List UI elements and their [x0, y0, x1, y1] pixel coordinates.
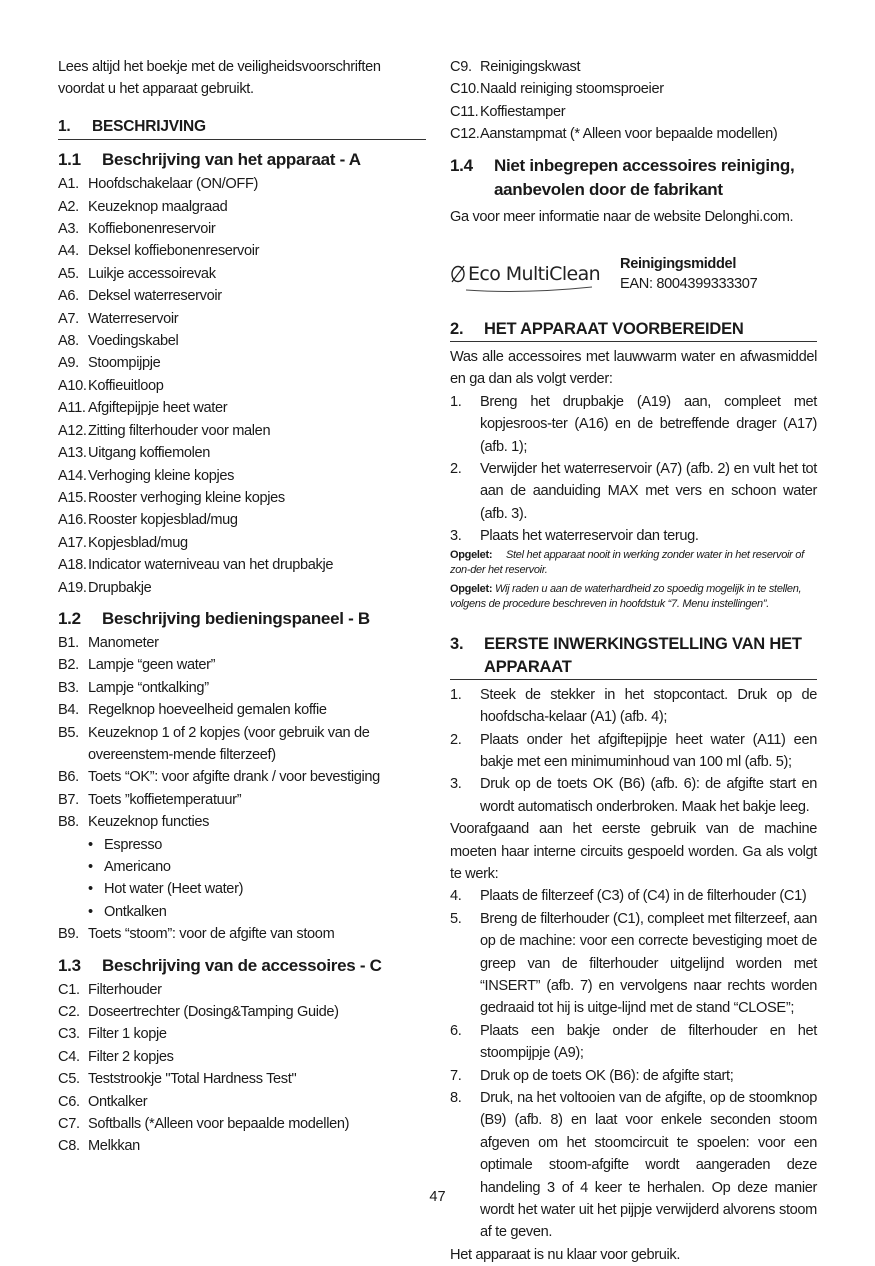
- item-key: A6.: [58, 288, 79, 305]
- item-key: C4.: [58, 1048, 80, 1065]
- step-item: [450, 684, 817, 729]
- step-item: [450, 773, 817, 818]
- list-item: [58, 1046, 426, 1068]
- bullet-icon: •: [88, 881, 93, 898]
- item-key: C6.: [58, 1093, 80, 1110]
- item-text: Filter 1 kopje: [88, 1026, 167, 1043]
- item-text: Koffiestamper: [480, 103, 566, 120]
- item-text: Deksel koffiebonenreservoir: [88, 243, 260, 260]
- item-text: Verhoging kleine kopjes: [88, 467, 235, 484]
- item-key: C2.: [58, 1004, 80, 1021]
- item-key: A10.: [58, 377, 87, 394]
- item-key: B9.: [58, 926, 79, 943]
- accessories-list-continued: [450, 56, 817, 146]
- item-text: Koffiebonenreservoir: [88, 221, 216, 238]
- bullet-icon: •: [88, 903, 93, 920]
- step-item: [450, 525, 817, 547]
- item-key: B6.: [58, 769, 79, 786]
- item-text: Rooster kopjesblad/mug: [88, 512, 238, 529]
- intro-text: Lees altijd het boekje met de veiligheidsvoorschriften voordat u het apparaat gebruikt.: [58, 59, 381, 98]
- list-item: [58, 1068, 426, 1090]
- item-key: A5.: [58, 265, 79, 282]
- list-item: [58, 285, 426, 307]
- list-item: [58, 196, 426, 218]
- item-key: A4.: [58, 243, 79, 260]
- bullet-text: Hot water (Heet water): [104, 881, 244, 898]
- item-key: B7.: [58, 791, 79, 808]
- list-item: [58, 330, 426, 352]
- item-text: Kopjesblad/mug: [88, 534, 188, 551]
- bullet-item: [58, 856, 426, 878]
- note-label: Opgelet:: [450, 548, 493, 561]
- item-text: Breng het drupbakje (A19) aan, compleet met kopjesroos-ter (A16) en de betreffende drager (A17) (afb. 1);: [480, 393, 817, 455]
- list-item: [58, 487, 426, 509]
- item-text: Filterhouder: [88, 981, 162, 998]
- accessories-list: [58, 979, 426, 1158]
- step-item: [450, 908, 817, 1020]
- item-key: 8.: [450, 1090, 462, 1106]
- list-item: [58, 577, 426, 599]
- item-key: A16.: [58, 512, 87, 529]
- list-item: [58, 923, 426, 945]
- section-1-3-heading: [58, 954, 426, 977]
- section-2-intro: Was alle accessoires met lauwwarm water en afwasmiddel en ga dan als volgt verder:: [450, 349, 817, 388]
- item-key: A9.: [58, 355, 79, 372]
- section-number: 1.2: [58, 608, 81, 628]
- section-number: 1.4: [450, 155, 473, 175]
- item-text: Plaats het waterreservoir dan terug.: [480, 528, 699, 545]
- item-text: Melkkan: [88, 1138, 140, 1155]
- item-text: Keuzeknop maalgraad: [88, 198, 228, 215]
- first-use-steps: [450, 684, 817, 818]
- ready-text: Het apparaat is nu klaar voor gebruik.: [450, 1246, 681, 1263]
- section-1-heading: [58, 116, 426, 140]
- item-key: B5.: [58, 724, 79, 741]
- item-text: Toets ”koffietemperatuur”: [88, 791, 242, 808]
- section-3-heading: [450, 633, 817, 680]
- item-text: Filter 2 kopjes: [88, 1048, 174, 1065]
- list-item: [58, 632, 426, 654]
- list-item: [450, 101, 817, 123]
- item-key: 1.: [450, 686, 462, 703]
- list-item: [58, 1091, 426, 1113]
- item-key: 3.: [450, 776, 462, 793]
- product-details: [620, 254, 757, 294]
- item-text: Aanstampmat (* Alleen voor bepaalde modellen): [480, 126, 778, 143]
- item-key: B1.: [58, 634, 79, 651]
- item-key: B2.: [58, 657, 79, 674]
- item-key: A18.: [58, 557, 87, 574]
- item-text: Toets “OK”: voor afgifte drank / voor bevestiging: [88, 769, 380, 786]
- page-number: 47: [429, 1189, 446, 1205]
- section-3-text: Voorafgaand aan het eerste gebruik van de machine moeten haar interne circuits gespoeld worden. Ga als volgt te werk:: [450, 821, 817, 882]
- leaf-icon: [450, 265, 466, 283]
- item-key: A7.: [58, 310, 79, 327]
- item-text: Softballs (*Alleen voor bepaalde modellen): [88, 1116, 350, 1133]
- item-text: Keuzeknop 1 of 2 kopjes (voor gebruik van de overeenstem-mende filterzeef): [88, 724, 370, 763]
- list-item: [58, 677, 426, 699]
- list-item: [58, 1001, 426, 1023]
- section-title: Beschrijving van de accessoires - C: [102, 955, 382, 975]
- item-key: 6.: [450, 1022, 462, 1039]
- bullet-text: Espresso: [104, 836, 163, 853]
- list-item: [58, 766, 426, 788]
- item-text: Regelknop hoeveelheid gemalen koffie: [88, 702, 327, 719]
- right-column: [450, 56, 817, 1266]
- list-item: [58, 979, 426, 1001]
- item-text: Indicator waterniveau van het drupbakje: [88, 557, 334, 574]
- step-item: [450, 1020, 817, 1065]
- list-item: [58, 173, 426, 195]
- list-item: [450, 56, 817, 78]
- item-key: A14.: [58, 467, 87, 484]
- item-key: 1.: [450, 393, 462, 410]
- item-text: Manometer: [88, 634, 159, 651]
- item-key: C12.: [450, 126, 480, 143]
- section-title: BESCHRIJVING: [92, 117, 206, 135]
- section-title: EERSTE INWERKINGSTELLING VAN HET APPARAAT: [484, 634, 802, 676]
- section-2-heading: [450, 318, 817, 342]
- item-text: Luikje accessoirevak: [88, 265, 216, 282]
- list-item: [58, 375, 426, 397]
- step-item: [450, 729, 817, 774]
- item-key: 5.: [450, 910, 462, 927]
- list-item: [58, 532, 426, 554]
- item-text: Lampje “geen water”: [88, 657, 216, 674]
- section-title: Beschrijving bedieningspaneel - B: [102, 608, 370, 628]
- logo-swoosh: [464, 285, 594, 293]
- item-key: B3.: [58, 679, 79, 696]
- item-text: Teststrookje "Total Hardness Test": [88, 1071, 297, 1088]
- item-text: Druk op de toets OK (B6) (afb. 6): de afgifte start en wordt automatisch onderbroken. Maak het bakje leeg.: [480, 776, 817, 815]
- item-text: Zitting filterhouder voor malen: [88, 422, 271, 439]
- section-1-1-heading: [58, 148, 426, 171]
- item-key: A1.: [58, 176, 79, 193]
- item-key: A15.: [58, 489, 87, 506]
- list-item: [58, 218, 426, 240]
- item-text: Waterreservoir: [88, 310, 179, 327]
- bullet-item: [58, 878, 426, 900]
- product-recommendation: [450, 254, 817, 294]
- item-text: Steek de stekker in het stopcontact. Druk op de hoofdscha-kelaar (A1) (afb. 4);: [480, 686, 817, 726]
- product-name: Reinigingsmiddel: [620, 256, 737, 273]
- item-key: A8.: [58, 333, 79, 350]
- list-item: [450, 123, 817, 145]
- step-item: [450, 458, 817, 525]
- eco-multiclean-logo: [450, 263, 620, 285]
- list-item: [58, 308, 426, 330]
- item-key: C3.: [58, 1026, 80, 1043]
- section-title: Niet inbegrepen accessoires reiniging, aanbevolen door de fabrikant: [494, 155, 795, 199]
- section-title: Beschrijving van het apparaat - A: [102, 150, 361, 170]
- item-text: Keuzeknop functies: [88, 814, 210, 831]
- item-text: Koffieuitloop: [88, 377, 164, 394]
- list-item: [58, 442, 426, 464]
- product-ean: EAN: 8004399333307: [620, 276, 758, 293]
- step-item: [450, 885, 817, 907]
- list-item: [58, 420, 426, 442]
- section-title: HET APPARAAT VOORBEREIDEN: [484, 320, 744, 339]
- item-text: Rooster verhoging kleine kopjes: [88, 489, 285, 506]
- list-item: [58, 263, 426, 285]
- item-key: 7.: [450, 1067, 462, 1084]
- bullet-icon: •: [88, 859, 93, 875]
- device-parts-list: [58, 173, 426, 599]
- item-text: Naald reiniging stoomsproeier: [480, 81, 664, 98]
- bullet-icon: •: [88, 836, 93, 853]
- list-item: [58, 240, 426, 262]
- item-key: A11.: [58, 400, 86, 417]
- list-item: [58, 811, 426, 833]
- item-text: Uitgang koffiemolen: [88, 445, 211, 462]
- step-item: [450, 1087, 817, 1244]
- item-key: C7.: [58, 1116, 80, 1133]
- step-item: [450, 1065, 817, 1087]
- step-item: [450, 391, 817, 458]
- item-key: 4.: [450, 888, 462, 905]
- warning-note-1: [450, 548, 817, 579]
- warning-note-2: [450, 582, 817, 613]
- item-key: A19.: [58, 579, 87, 596]
- list-item: [58, 789, 426, 811]
- list-item: [58, 722, 426, 767]
- list-item: [58, 352, 426, 374]
- list-item: [58, 699, 426, 721]
- logo-wordmark: Eco MultiClean: [468, 262, 601, 285]
- section-number: 2.: [450, 320, 464, 339]
- item-text: Plaats een bakje onder de filterhouder en het stoompijpje (A9);: [480, 1022, 817, 1062]
- item-text: Stoompijpje: [88, 355, 161, 372]
- bullet-item: [58, 901, 426, 923]
- list-item: [58, 397, 426, 419]
- item-key: 2.: [450, 731, 462, 748]
- item-text: Doseertrechter (Dosing&Tamping Guide): [88, 1004, 339, 1021]
- bullet-text: Americano: [104, 859, 171, 875]
- item-text: Plaats de filterzeef (C3) of (C4) in de filterhouder (C1): [480, 888, 807, 905]
- note-text: Stel het apparaat nooit in werking zonder water in het reservoir of zon-der het reservoir.: [450, 548, 804, 577]
- note-text: Wij raden u aan de waterhardheid zo spoedig mogelijk in te stellen, volgens de procedure beschreven in hoofdstuk “7. Menu instellingen”.: [450, 582, 802, 611]
- list-item: [450, 78, 817, 100]
- item-text: Hoofdschakelaar (ON/OFF): [88, 176, 259, 193]
- list-item: [58, 654, 426, 676]
- section-number: 1.3: [58, 955, 81, 975]
- item-text: Reinigingskwast: [480, 59, 581, 75]
- item-text: Druk, na het voltooien van de afgifte, op de stoomknop (B9) (afb. 8) en laat voor enkele seconden stoom afgeven om het stoomcircuit te spoelen: voor een optimale stoom-afgifte wordt aangeraden deze handeling 3 of 4 keer te herhalen. Op deze manier wordt het water uit het pijpje verwijderd alvorens stoom af te geven.: [480, 1090, 817, 1241]
- section-1-4-heading: [450, 154, 817, 202]
- item-text: Toets “stoom”: voor de afgifte van stoom: [88, 926, 335, 943]
- item-key: C11.: [450, 103, 479, 120]
- list-item: [58, 1023, 426, 1045]
- item-key: C9.: [450, 59, 472, 75]
- section-1-2-heading: [58, 607, 426, 630]
- item-key: A13.: [58, 445, 87, 462]
- item-text: Drupbakje: [88, 579, 152, 596]
- list-item: [58, 554, 426, 576]
- item-text: Deksel waterreservoir: [88, 288, 222, 305]
- item-text: Breng de filterhouder (C1), compleet met filterzeef, aan op de machine: voor een correcte bevestiging moet de greep van de filterhouder uitgelijnd worden met “INSERT” (afb. 7) en vervolgens naar rechts worden gedraaid tot hij is uitge-lijnd met de stand “CLOSE”;: [480, 910, 817, 1017]
- item-text: Voedingskabel: [88, 333, 179, 350]
- item-key: 2.: [450, 461, 462, 478]
- item-key: A3.: [58, 221, 79, 238]
- item-text: Druk op de toets OK (B6): de afgifte start;: [480, 1067, 734, 1084]
- section-number: 1.: [58, 117, 71, 135]
- item-text: Verwijder het waterreservoir (A7) (afb. 2) en vult het tot aan de aanduiding MAX met vers en schoon water (afb. 3).: [480, 461, 817, 522]
- website-info: Ga voor meer informatie naar de website Delonghi.com.: [450, 208, 794, 225]
- preparation-steps: [450, 391, 817, 548]
- item-key: A2.: [58, 198, 79, 215]
- list-item: [58, 465, 426, 487]
- bullet-item: [58, 834, 426, 856]
- item-key: A17.: [58, 534, 87, 551]
- item-key: B4.: [58, 702, 79, 719]
- control-panel-list: [58, 632, 426, 946]
- item-key: C5.: [58, 1071, 80, 1088]
- item-text: Lampje “ontkalking”: [88, 679, 209, 696]
- item-key: C1.: [58, 981, 80, 998]
- item-text: Ontkalker: [88, 1093, 148, 1110]
- section-number: 3.: [450, 634, 464, 653]
- item-text: Plaats onder het afgiftepijpje heet water (A11) een bakje met een minimuminhoud van 100 ml (afb. 5);: [480, 731, 817, 770]
- section-number: 1.1: [58, 150, 81, 170]
- bullet-text: Ontkalken: [104, 903, 167, 920]
- list-item: [58, 1135, 426, 1157]
- item-key: 3.: [450, 528, 462, 545]
- item-key: C10.: [450, 81, 480, 98]
- left-column: [58, 56, 426, 1158]
- item-key: C8.: [58, 1138, 80, 1155]
- item-key: A12.: [58, 422, 87, 439]
- list-item: [58, 509, 426, 531]
- note-label: Opgelet:: [450, 582, 493, 595]
- item-text: Afgiftepijpje heet water: [88, 400, 228, 417]
- list-item: [58, 1113, 426, 1135]
- item-key: B8.: [58, 814, 79, 831]
